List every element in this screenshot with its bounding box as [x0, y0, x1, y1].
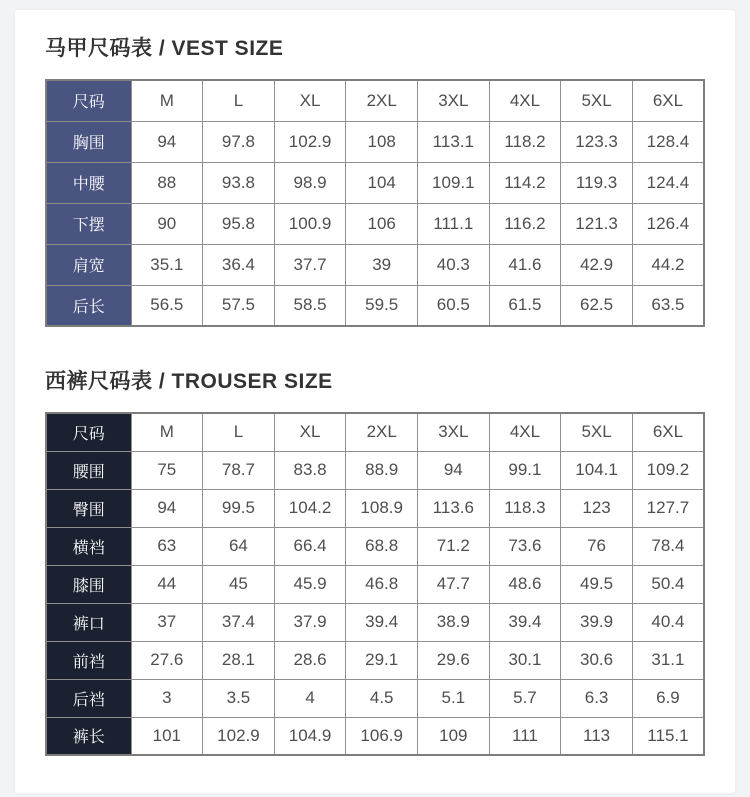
measurement-value-cell: 37.7 — [274, 244, 346, 285]
size-label-header-cell: 尺码 — [46, 80, 131, 121]
size-column-header-cell: 6XL — [632, 80, 704, 121]
measurement-value-cell: 60.5 — [418, 285, 490, 326]
measurement-row — [46, 565, 704, 603]
measurement-value-cell: 108 — [346, 121, 418, 162]
measurement-value-cell: 50.4 — [632, 565, 704, 603]
measurement-value-cell: 123.3 — [561, 121, 633, 162]
measurement-label-cell: 横裆 — [46, 527, 131, 565]
size-column-header-cell: 3XL — [418, 80, 490, 121]
size-header-row — [46, 413, 704, 451]
measurement-value-cell: 6.9 — [632, 679, 704, 717]
measurement-label-cell: 中腰 — [46, 162, 131, 203]
measurement-value-cell: 99.1 — [489, 451, 561, 489]
measurement-value-cell: 94 — [131, 121, 203, 162]
measurement-row — [46, 244, 704, 285]
measurement-value-cell: 104 — [346, 162, 418, 203]
measurement-row — [46, 203, 704, 244]
measurement-value-cell: 111.1 — [418, 203, 490, 244]
measurement-value-cell: 102.9 — [203, 717, 275, 755]
measurement-label-cell: 胸围 — [46, 121, 131, 162]
measurement-value-cell: 109.1 — [418, 162, 490, 203]
measurement-value-cell: 37 — [131, 603, 203, 641]
measurement-value-cell: 111 — [489, 717, 561, 755]
measurement-value-cell: 45.9 — [274, 565, 346, 603]
measurement-value-cell: 102.9 — [274, 121, 346, 162]
measurement-value-cell: 59.5 — [346, 285, 418, 326]
measurement-value-cell: 106 — [346, 203, 418, 244]
size-column-header-cell: L — [203, 413, 275, 451]
measurement-value-cell: 41.6 — [489, 244, 561, 285]
measurement-value-cell: 104.1 — [561, 451, 633, 489]
measurement-value-cell: 40.4 — [632, 603, 704, 641]
measurement-value-cell: 68.8 — [346, 527, 418, 565]
measurement-value-cell: 3.5 — [203, 679, 275, 717]
measurement-value-cell: 45 — [203, 565, 275, 603]
measurement-row — [46, 451, 704, 489]
measurement-value-cell: 4.5 — [346, 679, 418, 717]
size-column-header-cell: M — [131, 413, 203, 451]
measurement-value-cell: 30.6 — [561, 641, 633, 679]
measurement-value-cell: 119.3 — [561, 162, 633, 203]
measurement-value-cell: 98.9 — [274, 162, 346, 203]
size-column-header-cell: 5XL — [561, 413, 633, 451]
measurement-value-cell: 108.9 — [346, 489, 418, 527]
measurement-value-cell: 5.7 — [489, 679, 561, 717]
vest-size-title: 马甲尺码表 / VEST SIZE — [45, 37, 284, 60]
measurement-value-cell: 75 — [131, 451, 203, 489]
measurement-value-cell: 94 — [418, 451, 490, 489]
measurement-row — [46, 603, 704, 641]
measurement-value-cell: 27.6 — [131, 641, 203, 679]
measurement-value-cell: 78.4 — [632, 527, 704, 565]
measurement-row — [46, 641, 704, 679]
measurement-row — [46, 121, 704, 162]
measurement-value-cell: 44 — [131, 565, 203, 603]
measurement-label-cell: 后裆 — [46, 679, 131, 717]
measurement-label-cell: 膝围 — [46, 565, 131, 603]
measurement-row — [46, 679, 704, 717]
measurement-value-cell: 126.4 — [632, 203, 704, 244]
measurement-row — [46, 717, 704, 755]
measurement-value-cell: 28.1 — [203, 641, 275, 679]
measurement-value-cell: 118.3 — [489, 489, 561, 527]
measurement-row — [46, 162, 704, 203]
measurement-value-cell: 113.1 — [418, 121, 490, 162]
measurement-value-cell: 48.6 — [489, 565, 561, 603]
measurement-value-cell: 128.4 — [632, 121, 704, 162]
measurement-value-cell: 66.4 — [274, 527, 346, 565]
measurement-value-cell: 78.7 — [203, 451, 275, 489]
measurement-value-cell: 31.1 — [632, 641, 704, 679]
measurement-value-cell: 44.2 — [632, 244, 704, 285]
measurement-value-cell: 49.5 — [561, 565, 633, 603]
size-column-header-cell: XL — [274, 413, 346, 451]
size-column-header-cell: L — [203, 80, 275, 121]
measurement-value-cell: 88 — [131, 162, 203, 203]
size-column-header-cell: 5XL — [561, 80, 633, 121]
size-label-header-cell: 尺码 — [46, 413, 131, 451]
measurement-value-cell: 62.5 — [561, 285, 633, 326]
size-column-header-cell: 3XL — [418, 413, 490, 451]
measurement-value-cell: 29.6 — [418, 641, 490, 679]
measurement-value-cell: 88.9 — [346, 451, 418, 489]
measurement-value-cell: 39.4 — [346, 603, 418, 641]
trouser-size-section — [45, 365, 705, 756]
trouser-size-title: 西裤尺码表 / TROUSER SIZE — [45, 370, 333, 393]
measurement-value-cell: 99.5 — [203, 489, 275, 527]
measurement-row — [46, 527, 704, 565]
size-column-header-cell: 4XL — [489, 413, 561, 451]
section-spacer — [45, 327, 705, 355]
size-column-header-cell: 6XL — [632, 413, 704, 451]
measurement-value-cell: 93.8 — [203, 162, 275, 203]
measurement-value-cell: 40.3 — [418, 244, 490, 285]
measurement-value-cell: 97.8 — [203, 121, 275, 162]
measurement-value-cell: 36.4 — [203, 244, 275, 285]
measurement-value-cell: 58.5 — [274, 285, 346, 326]
measurement-value-cell: 42.9 — [561, 244, 633, 285]
measurement-value-cell: 109 — [418, 717, 490, 755]
measurement-value-cell: 76 — [561, 527, 633, 565]
measurement-value-cell: 113 — [561, 717, 633, 755]
measurement-value-cell: 37.4 — [203, 603, 275, 641]
size-column-header-cell: XL — [274, 80, 346, 121]
measurement-label-cell: 肩宽 — [46, 244, 131, 285]
measurement-value-cell: 113.6 — [418, 489, 490, 527]
size-chart-card — [15, 10, 735, 793]
measurement-value-cell: 116.2 — [489, 203, 561, 244]
measurement-value-cell: 100.9 — [274, 203, 346, 244]
measurement-value-cell: 121.3 — [561, 203, 633, 244]
measurement-value-cell: 101 — [131, 717, 203, 755]
measurement-value-cell: 124.4 — [632, 162, 704, 203]
measurement-label-cell: 前裆 — [46, 641, 131, 679]
measurement-value-cell: 64 — [203, 527, 275, 565]
measurement-value-cell: 114.2 — [489, 162, 561, 203]
measurement-label-cell: 裤长 — [46, 717, 131, 755]
measurement-value-cell: 71.2 — [418, 527, 490, 565]
measurement-value-cell: 39 — [346, 244, 418, 285]
vest-size-table — [45, 79, 705, 327]
measurement-value-cell: 56.5 — [131, 285, 203, 326]
measurement-value-cell: 115.1 — [632, 717, 704, 755]
measurement-value-cell: 35.1 — [131, 244, 203, 285]
measurement-label-cell: 下摆 — [46, 203, 131, 244]
measurement-value-cell: 39.9 — [561, 603, 633, 641]
measurement-value-cell: 94 — [131, 489, 203, 527]
measurement-value-cell: 30.1 — [489, 641, 561, 679]
measurement-value-cell: 63.5 — [632, 285, 704, 326]
measurement-value-cell: 104.2 — [274, 489, 346, 527]
trouser-size-table — [45, 412, 705, 756]
measurement-value-cell: 47.7 — [418, 565, 490, 603]
measurement-label-cell: 裤口 — [46, 603, 131, 641]
measurement-value-cell: 38.9 — [418, 603, 490, 641]
measurement-value-cell: 83.8 — [274, 451, 346, 489]
measurement-value-cell: 57.5 — [203, 285, 275, 326]
measurement-value-cell: 37.9 — [274, 603, 346, 641]
measurement-value-cell: 90 — [131, 203, 203, 244]
measurement-value-cell: 39.4 — [489, 603, 561, 641]
size-header-row — [46, 80, 704, 121]
measurement-label-cell: 后长 — [46, 285, 131, 326]
size-column-header-cell: 2XL — [346, 413, 418, 451]
measurement-row — [46, 489, 704, 527]
measurement-value-cell: 123 — [561, 489, 633, 527]
measurement-value-cell: 5.1 — [418, 679, 490, 717]
measurement-value-cell: 104.9 — [274, 717, 346, 755]
measurement-row — [46, 285, 704, 326]
size-column-header-cell: 4XL — [489, 80, 561, 121]
measurement-value-cell: 106.9 — [346, 717, 418, 755]
size-column-header-cell: M — [131, 80, 203, 121]
measurement-value-cell: 109.2 — [632, 451, 704, 489]
measurement-value-cell: 28.6 — [274, 641, 346, 679]
measurement-value-cell: 61.5 — [489, 285, 561, 326]
measurement-label-cell: 臀围 — [46, 489, 131, 527]
measurement-value-cell: 29.1 — [346, 641, 418, 679]
measurement-value-cell: 127.7 — [632, 489, 704, 527]
size-column-header-cell: 2XL — [346, 80, 418, 121]
measurement-value-cell: 73.6 — [489, 527, 561, 565]
measurement-value-cell: 46.8 — [346, 565, 418, 603]
measurement-value-cell: 95.8 — [203, 203, 275, 244]
measurement-value-cell: 118.2 — [489, 121, 561, 162]
measurement-value-cell: 3 — [131, 679, 203, 717]
measurement-label-cell: 腰围 — [46, 451, 131, 489]
measurement-value-cell: 63 — [131, 527, 203, 565]
measurement-value-cell: 6.3 — [561, 679, 633, 717]
measurement-value-cell: 4 — [274, 679, 346, 717]
vest-size-section — [45, 32, 705, 327]
